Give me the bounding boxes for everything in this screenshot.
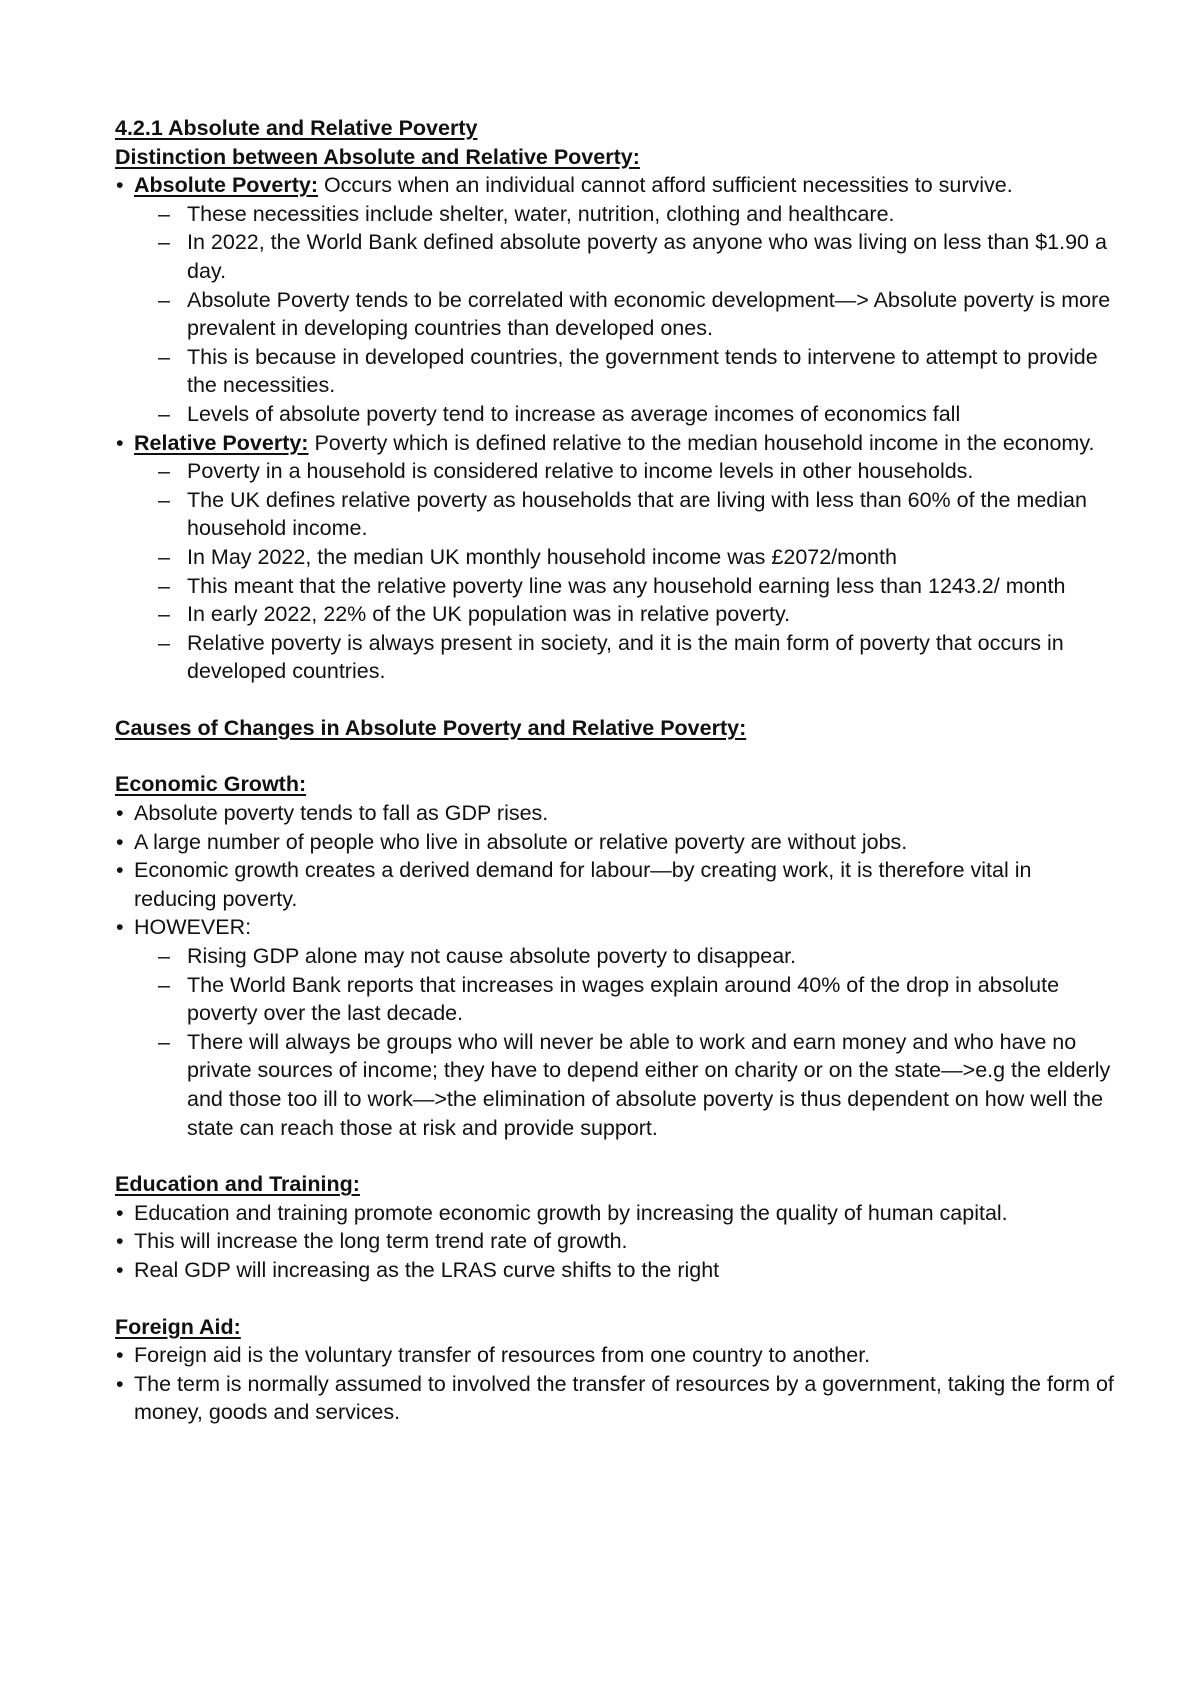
list-item: – Levels of absolute poverty tend to increase as average incomes of economics fall xyxy=(134,400,1115,429)
foreign-aid-heading: Foreign Aid: xyxy=(115,1314,241,1339)
document-title: 4.2.1 Absolute and Relative Poverty xyxy=(115,116,478,140)
relative-poverty-text: Poverty which is defined relative to the median household income in the economy. xyxy=(308,430,1095,455)
list-item: • A large number of people who live in absolute or relative poverty are without jobs. xyxy=(115,828,1115,857)
distinction-heading: Distinction between Absolute and Relative Poverty: xyxy=(115,144,640,169)
however-subs xyxy=(134,942,1115,1142)
list-item: – The World Bank reports that increases in wages explain around 40% of the drop in absolute poverty over the last decade. xyxy=(134,971,1115,1028)
however-item xyxy=(115,913,1115,1142)
list-item: – This meant that the relative poverty line was any household earning less than 1243.2/ month xyxy=(134,572,1115,601)
education-list xyxy=(115,1199,1115,1285)
list-item: – In May 2022, the median UK monthly household income was £2072/month xyxy=(134,543,1115,572)
however-label: HOWEVER: xyxy=(134,915,252,940)
absolute-poverty-subs xyxy=(134,200,1115,429)
list-item: – Poverty in a household is considered relative to income levels in other households. xyxy=(134,457,1115,486)
list-item: • Absolute poverty tends to fall as GDP rises. xyxy=(115,799,1115,828)
economic-growth-list xyxy=(115,799,1115,1142)
list-item: • Real GDP will increasing as the LRAS curve shifts to the right xyxy=(115,1256,1115,1285)
list-item: • This will increase the long term trend rate of growth. xyxy=(115,1227,1115,1256)
causes-heading: Causes of Changes in Absolute Poverty and Relative Poverty: xyxy=(115,715,747,740)
list-item: • Education and training promote economic growth by increasing the quality of human capital. xyxy=(115,1199,1115,1228)
document-page xyxy=(115,114,1115,1427)
list-item: – Rising GDP alone may not cause absolute poverty to disappear. xyxy=(134,942,1115,971)
education-heading: Education and Training: xyxy=(115,1172,360,1197)
list-item: – There will always be groups who will never be able to work and earn money and who have no private sources of income; they have to depend either on charity or on the state—>e.g the elderly and those too ill to work—>the elimination of absolute poverty is thus dependent on how well the state can reach those at risk and provide support. xyxy=(134,1028,1115,1142)
absolute-poverty-text: Occurs when an individual cannot afford sufficient necessities to survive. xyxy=(317,173,1013,198)
absolute-poverty-label: Absolute Poverty: xyxy=(134,173,318,198)
relative-poverty-subs xyxy=(134,457,1115,686)
foreign-aid-list xyxy=(115,1341,1115,1427)
relative-poverty-item xyxy=(115,429,1115,686)
list-item: • Economic growth creates a derived demand for labour—by creating work, it is therefore vital in reducing poverty. xyxy=(115,856,1115,913)
relative-poverty-label: Relative Poverty: xyxy=(134,430,309,455)
list-item: – The UK defines relative poverty as households that are living with less than 60% of the median household income. xyxy=(134,486,1115,543)
list-item: – Relative poverty is always present in society, and it is the main form of poverty that occurs in developed countries. xyxy=(134,629,1115,686)
economic-growth-heading: Economic Growth: xyxy=(115,772,307,797)
list-item: – This is because in developed countries, the government tends to intervene to attempt to provide the necessities. xyxy=(134,343,1115,400)
absolute-poverty-item xyxy=(115,171,1115,428)
distinction-list xyxy=(115,171,1115,686)
list-item: • The term is normally assumed to involved the transfer of resources by a government, taking the form of money, goods and services. xyxy=(115,1370,1115,1427)
list-item: – Absolute Poverty tends to be correlated with economic development—> Absolute poverty is more prevalent in developing countries than developed ones. xyxy=(134,286,1115,343)
list-item: – In early 2022, 22% of the UK population was in relative poverty. xyxy=(134,600,1115,629)
list-item: – These necessities include shelter, water, nutrition, clothing and healthcare. xyxy=(134,200,1115,229)
list-item: – In 2022, the World Bank defined absolute poverty as anyone who was living on less than $1.90 a day. xyxy=(134,228,1115,285)
list-item: • Foreign aid is the voluntary transfer of resources from one country to another. xyxy=(115,1341,1115,1370)
